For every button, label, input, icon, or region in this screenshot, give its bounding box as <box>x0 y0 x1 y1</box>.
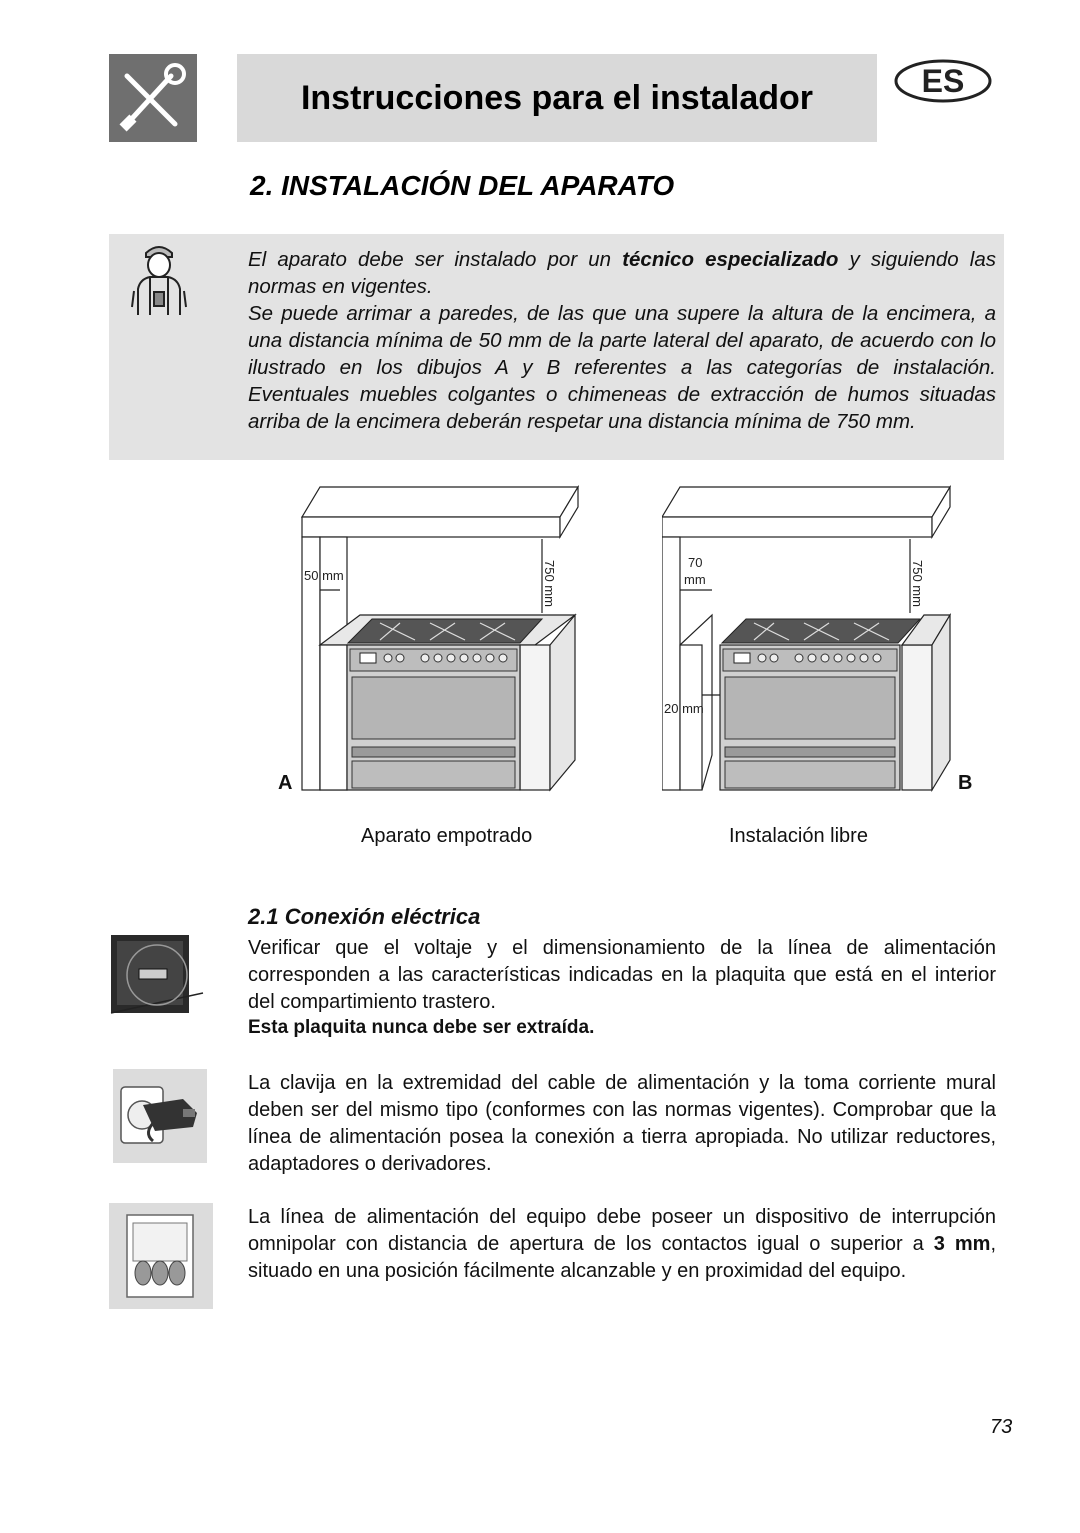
figure-a <box>280 485 580 795</box>
subsection-title: 2.1 Conexión eléctrica <box>248 904 481 929</box>
figure-b-height-dimension: 750 mm <box>910 560 925 607</box>
oven-plate-icon <box>109 933 205 1019</box>
figure-b-side-dimension-bottom: mm <box>684 572 706 587</box>
language-badge-text: ES <box>921 63 965 99</box>
page-number: 73 <box>990 1416 1013 1438</box>
figure-a-letter: A <box>278 772 293 794</box>
technician-icon <box>124 237 194 319</box>
figure-a-height-dimension: 750 mm <box>542 560 557 607</box>
intro-paragraph-1: El aparato debe ser instalado por un técnico especializado y siguiendo las normas en vigentes. <box>248 248 997 298</box>
electrical-paragraph-2: La clavija en la extremidad del cable de alimentación y la toma corriente mural deben ser del mismo tipo (conformes con las normas vigentes). Comprobar que la línea de alimentación posea la conexión a tierra apropiada. No utilizar reductores, adaptadores o derivadores. <box>248 1072 996 1175</box>
figure-b-caption: Instalación libre <box>729 825 868 847</box>
page-title: Instrucciones para el instalador <box>300 78 814 117</box>
header-bar <box>237 54 877 142</box>
plug-socket-icon <box>113 1069 207 1163</box>
figure-b <box>662 485 962 795</box>
electrical-paragraph-1: Verificar que el voltaje y el dimensionamiento de la línea de alimentación corresponden a las características indicadas en la plaquita que está en el interior del compartimiento trastero. <box>248 937 996 1013</box>
figure-b-gap-dimension: 20 mm <box>664 701 704 716</box>
circuit-breaker-icon <box>109 1203 213 1309</box>
figure-a-side-dimension: 50 mm <box>304 568 344 583</box>
tools-icon <box>109 54 197 142</box>
intro-text <box>248 246 996 435</box>
electrical-paragraph-3: La línea de alimentación del equipo debe poseer un dispositivo de interrupción omnipolar con distancia de apertura de los contactos igual o superior a 3 mm, situado en una posición fácilmente alcanzable y en proximidad del equipo. <box>248 1206 996 1282</box>
section-title: 2. INSTALACIÓN DEL APARATO <box>250 170 675 201</box>
figure-a-caption: Aparato empotrado <box>361 825 533 847</box>
figure-b-letter: B <box>958 772 973 794</box>
warning-text: Esta plaquita nunca debe ser extraída. <box>248 1017 595 1038</box>
figure-b-side-dimension-top: 70 <box>688 555 703 570</box>
intro-paragraph-2: Se puede arrimar a paredes, de las que una supere la altura de la encimera, a una distancia mínima de 50 mm de la parte lateral del aparato, de acuerdo con lo ilustrado en los dibujos A y B referentes a las categorías de instalación. Eventuales muebles colgantes o chimeneas de extracción de humos situadas arriba de la encimera deberán respetar una distancia mínima de 750 mm. <box>248 302 996 433</box>
language-badge <box>893 58 993 104</box>
